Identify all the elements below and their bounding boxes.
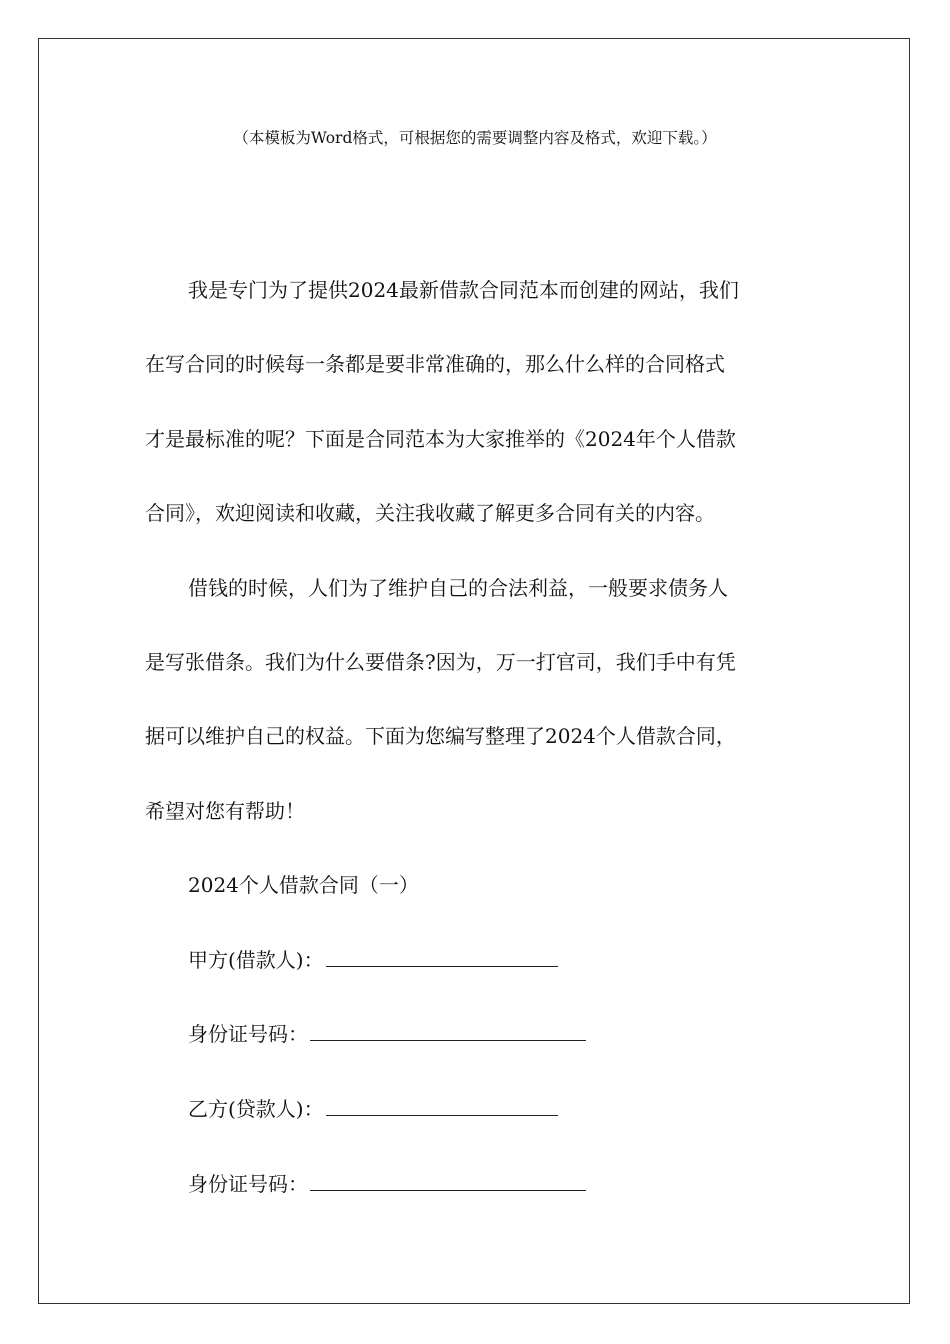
party-a-id-label: 身份证号码： — [188, 1022, 308, 1046]
paragraph2-line-2: 是写张借条。我们为什么要借条?因为，万一打官司，我们手中有凭 — [145, 650, 736, 674]
party-b-id-blank — [310, 1172, 586, 1191]
party-b-label: 乙方(贷款人)： — [188, 1097, 324, 1121]
template-note: （本模板为Word格式，可根据您的需要调整内容及格式，欢迎下载。） — [233, 129, 717, 147]
intro-line-1: 我是专门为了提供2024最新借款合同范本而创建的网站，我们 — [188, 278, 739, 302]
party-b-row — [188, 1095, 558, 1123]
party-a-row — [188, 946, 558, 974]
party-b-id-row — [188, 1170, 586, 1198]
party-a-blank — [326, 948, 558, 967]
contract-title: 2024个人借款合同（一） — [188, 873, 419, 897]
party-a-id-blank — [310, 1022, 586, 1041]
intro-line-4: 合同》，欢迎阅读和收藏，关注我收藏了解更多合同有关的内容。 — [145, 501, 715, 525]
party-a-id-row — [188, 1020, 586, 1048]
party-a-label: 甲方(借款人)： — [188, 948, 324, 972]
intro-line-3: 才是最标准的呢？下面是合同范本为大家推举的《2024年个人借款 — [145, 427, 736, 451]
paragraph2-line-1: 借钱的时候，人们为了维护自己的合法利益，一般要求债务人 — [188, 576, 728, 600]
paragraph2-line-4: 希望对您有帮助！ — [145, 799, 305, 823]
paragraph2-line-3: 据可以维护自己的权益。下面为您编写整理了2024个人借款合同， — [145, 724, 736, 748]
party-b-id-label: 身份证号码： — [188, 1172, 308, 1196]
intro-line-2: 在写合同的时候每一条都是要非常准确的，那么什么样的合同格式 — [145, 352, 725, 376]
party-b-blank — [326, 1097, 558, 1116]
